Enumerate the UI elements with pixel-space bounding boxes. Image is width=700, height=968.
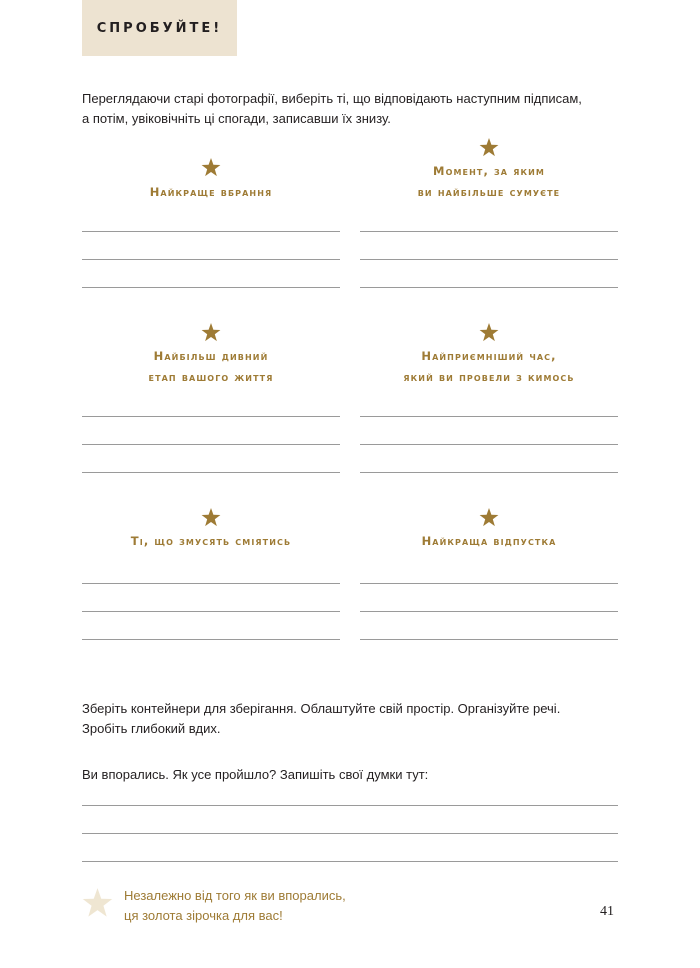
writing-line	[360, 231, 618, 232]
prompt-caption-line-1: Найприємніший час,	[421, 349, 557, 363]
writing-line	[82, 287, 340, 288]
writing-line	[82, 611, 340, 612]
instructions-line-1: Зберіть контейнери для зберігання. Облаштуйте свій простір. Організуйте речі.	[82, 701, 561, 716]
writing-line	[360, 583, 618, 584]
writing-line	[360, 639, 618, 640]
prompt-caption-line-2: який ви провели з кимось	[403, 370, 575, 384]
prompt-caption-line-1: Найкраще вбрання	[149, 185, 273, 199]
star-icon	[479, 323, 499, 342]
star-icon	[201, 323, 221, 342]
prompt-best-vacation	[360, 508, 618, 552]
writing-line	[360, 611, 618, 612]
writing-line	[82, 833, 618, 834]
section-header-label: СПРОБУЙТЕ!	[96, 20, 223, 36]
section-header-box	[82, 0, 237, 56]
star-icon	[82, 888, 113, 918]
prompt-caption-line-2: етап вашого життя	[148, 370, 274, 384]
writing-line	[82, 472, 340, 473]
writing-line	[82, 259, 340, 260]
prompt-caption-line-1: Момент, за яким	[433, 164, 545, 178]
page-number: 41	[600, 904, 614, 919]
intro-line-1: Переглядаючи старі фотографії, виберіть ті, що відповідають наступним підписам,	[82, 91, 582, 106]
writing-line	[82, 444, 340, 445]
prompt-caption-line-1: Найбільш дивний	[153, 349, 269, 363]
gold-star-message-line-2: ця золота зірочка для вас!	[124, 908, 283, 923]
instructions-line-2: Зробіть глибокий вдих.	[82, 721, 221, 736]
prompt-caption-line-1: Ті, що змусять сміятись	[130, 534, 292, 548]
star-icon	[201, 158, 221, 177]
writing-line	[82, 861, 618, 862]
writing-line	[360, 416, 618, 417]
instructions-paragraph	[82, 699, 622, 739]
reflection-prompt: Ви впорались. Як усе пройшло? Запишіть свої думки тут:	[82, 767, 429, 782]
writing-line	[360, 259, 618, 260]
intro-line-2: а потім, увіковічніть ці спогади, записавши їх знизу.	[82, 111, 391, 126]
prompt-caption-line-1: Найкраща відпустка	[421, 534, 557, 548]
writing-line	[82, 805, 618, 806]
writing-line	[360, 287, 618, 288]
gold-star-message-line-1: Незалежно від того як ви впорались,	[124, 888, 346, 903]
prompt-moment-miss	[360, 138, 618, 203]
prompt-make-laugh	[82, 508, 340, 552]
prompt-caption-line-2: ви найбільше сумуєте	[417, 185, 561, 199]
star-icon	[201, 508, 221, 527]
writing-line	[360, 472, 618, 473]
writing-line	[82, 583, 340, 584]
writing-line	[82, 416, 340, 417]
prompt-best-outfit	[82, 158, 340, 203]
star-icon	[479, 508, 499, 527]
star-icon	[479, 138, 499, 157]
intro-paragraph	[82, 89, 622, 129]
prompt-nicest-time	[360, 323, 618, 388]
writing-line	[360, 444, 618, 445]
gold-star-message	[124, 886, 346, 926]
writing-line	[82, 639, 340, 640]
prompt-strangest-stage	[82, 323, 340, 388]
writing-line	[82, 231, 340, 232]
